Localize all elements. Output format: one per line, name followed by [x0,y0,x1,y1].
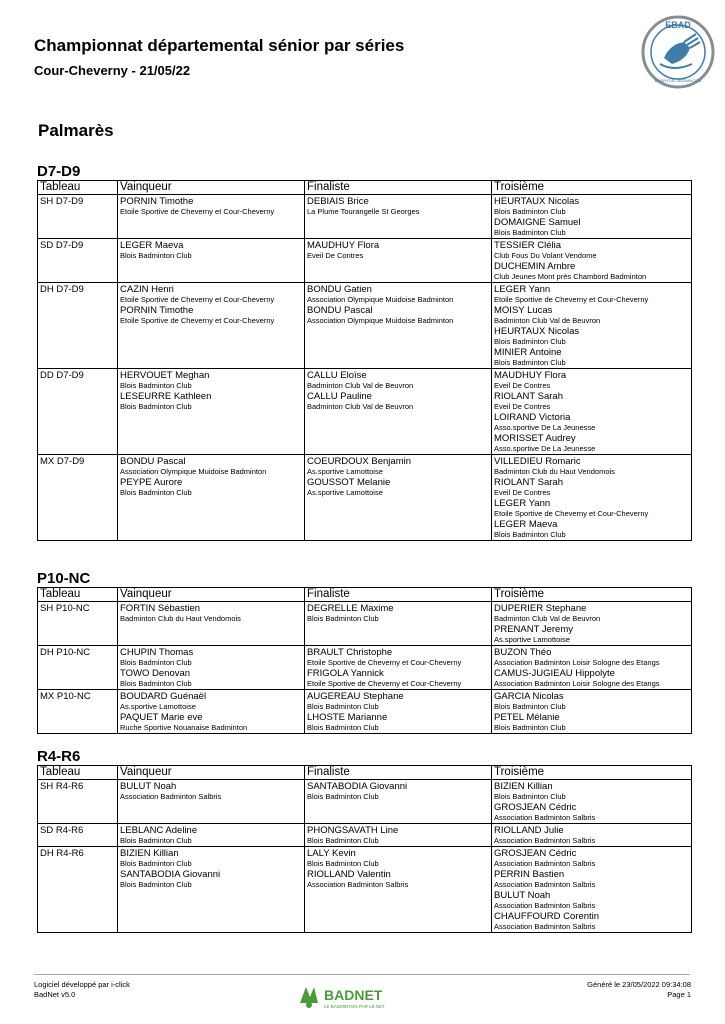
badnet-tagline: LE BADMINTON PAR LE NET [324,1004,385,1009]
tableau-label: DD D7-D9 [40,370,84,381]
club-name: Blois Badminton Club [120,488,192,497]
troisieme-cell [492,195,692,239]
club-name: Association Badminton Salbris [307,880,409,889]
club-name: As.sportive Lamottoise [494,635,570,644]
player-name: RIOLLAND Julie [494,825,564,836]
document-subtitle: Cour-Cheverny - 21/05/22 [34,63,191,78]
player-name: CHUPIN Thomas [120,647,194,658]
player-name: BULUT Noah [494,890,551,901]
tableau-label: DH R4-R6 [40,848,84,859]
club-name: Association Badminton Salbris [494,922,596,931]
tableau-label: SH P10-NC [40,603,90,614]
club-name: Badminton Club Val de Beuvron [494,614,601,623]
vainqueur-cell [118,455,305,541]
results-table [37,587,692,734]
player-name: DEGRELLE Maxime [307,603,394,614]
club-name: Blois Badminton Club [120,251,192,260]
club-name: Blois Badminton Club [494,207,566,216]
club-name: Association Olympique Muidoise Badminton [307,316,454,325]
player-name: GOUSSOT Melanie [307,477,391,488]
player-name: FORTIN Sébastien [120,603,201,614]
player-name: MAUDHUY Flora [494,370,567,381]
club-name: Blois Badminton Club [120,880,192,889]
finaliste-cell [305,455,492,541]
badnet-wordmark: BADNET [324,987,383,1003]
player-name: LEGER Maeva [494,519,558,530]
column-header: Tableau [38,588,118,602]
player-name: TOWO Denovan [120,668,191,679]
club-name: Blois Badminton Club [120,836,192,845]
column-header: Troisième [492,181,692,195]
club-name: Etoile Sportive de Cheverny et Cour-Cheverny [494,295,649,304]
table-row [38,780,692,824]
club-name: Blois Badminton Club [307,702,379,711]
player-name: BULUT Noah [120,781,177,792]
logo-text: EBAD [665,20,691,30]
column-header: Vainqueur [118,588,305,602]
column-header: Troisième [492,766,692,780]
player-name: SANTABODIA Giovanni [307,781,408,792]
club-name: Etoile Sportive de Cheverny et Cour-Cheverny [120,295,275,304]
club-name: Badminton Club du Haut Vendomois [494,467,615,476]
player-name: CALLU Pauline [307,391,372,402]
tableau-label: MX P10-NC [40,691,91,702]
finaliste-cell [305,847,492,933]
player-name: PERRIN Bastien [494,869,565,880]
troisieme-cell [492,824,692,847]
player-name: COEURDOUX Benjamin [307,456,411,467]
club-name: Etoile Sportive de Cheverny et Cour-Cheverny [120,316,275,325]
player-name: DUCHEMIN Ambre [494,261,576,272]
player-name: CAZIN Henri [120,284,174,295]
section-title: R4-R6 [37,748,81,765]
vainqueur-cell [118,195,305,239]
finaliste-cell [305,646,492,690]
finaliste-cell [305,824,492,847]
section-1 [37,570,692,734]
player-name: PRENANT Jeremy [494,624,574,635]
player-name: BOUDARD Guénaël [120,691,207,702]
club-name: Blois Badminton Club [494,337,566,346]
column-header: Vainqueur [118,766,305,780]
results-table [37,765,692,933]
club-name: Badminton Club Val de Beuvron [307,381,414,390]
club-name: Badminton Club Val de Beuvron [307,402,414,411]
club-name: Ruche Sportive Nouanaise Badminton [120,723,248,732]
troisieme-cell [492,239,692,283]
tableau-label: SD R4-R6 [40,825,84,836]
vainqueur-cell [118,369,305,455]
column-header: Vainqueur [118,181,305,195]
club-name: Eveil De Contres [494,381,551,390]
footer-page: Page 1 [667,990,691,999]
player-name: VILLEDIEU Romaric [494,456,581,467]
troisieme-cell [492,602,692,646]
player-name: PORNIN Timothe [120,196,194,207]
vainqueur-cell [118,690,305,734]
finaliste-cell [305,602,492,646]
player-name: DOMAIGNE Samuel [494,217,581,228]
club-name: Etoile Sportive de Cheverny et Cour-Cheverny [494,509,649,518]
club-name: Association Badminton Salbris [494,813,596,822]
player-name: LESEURRE Kathleen [120,391,212,402]
club-name: Blois Badminton Club [120,658,192,667]
troisieme-cell [492,455,692,541]
finaliste-cell [305,239,492,283]
player-name: AUGEREAU Stephane [307,691,404,702]
player-name: BIZIEN Killian [494,781,553,792]
club-name: Association Olympique Muidoise Badminton [307,295,454,304]
player-name: DUPERIER Stephane [494,603,587,614]
club-name: Blois Badminton Club [120,381,192,390]
player-name: LEGER Yann [494,284,551,295]
vainqueur-cell [118,602,305,646]
club-name: Blois Badminton Club [120,679,192,688]
player-name: MAUDHUY Flora [307,240,380,251]
club-name: Eveil De Contres [494,402,551,411]
club-name: Association Badminton Salbris [494,859,596,868]
tableau-label: SD D7-D9 [40,240,84,251]
club-name: Eveil De Contres [307,251,364,260]
vainqueur-cell [118,824,305,847]
club-name: Club Jeunes Mont près Chambord Badminton [494,272,647,281]
table-row [38,195,692,239]
club-name: Blois Badminton Club [120,402,192,411]
player-name: HEURTAUX Nicolas [494,326,580,337]
finaliste-cell [305,369,492,455]
player-name: CHAUFFOURD Corentin [494,911,600,922]
player-name: PHONGSAVATH Line [307,825,399,836]
club-name: Association Badminton Loisir Sologne des Etangs [494,679,660,688]
table-row [38,847,692,933]
club-name: Association Badminton Salbris [494,836,596,845]
club-name: Asso.sportive De La Jeunesse [494,444,596,453]
club-name: Association Olympique Muidoise Badminton [120,467,267,476]
footer-software: Logiciel développé par i-click [34,980,130,989]
club-name: As.sportive Lamottoise [307,488,383,497]
club-name: Etoile Sportive de Cheverny et Cour-Cheverny [120,207,275,216]
player-name: GROSJEAN Cédric [494,802,577,813]
results-table [37,180,692,541]
player-name: PETEL Mélanie [494,712,560,723]
badnet-logo [296,983,406,1011]
club-name: Blois Badminton Club [494,530,566,539]
player-name: BRAULT Christophe [307,647,393,658]
club-name: Association Badminton Salbris [494,880,596,889]
player-name: CAMUS-JUGIEAU Hippolyte [494,668,615,679]
player-name: LOIRAND Victoria [494,412,571,423]
ebad-logo [640,14,716,90]
section-title: P10-NC [37,570,91,587]
club-name: Blois Badminton Club [494,358,566,367]
section-0 [37,163,692,541]
club-name: Blois Badminton Club [494,723,566,732]
club-name: Blois Badminton Club [494,228,566,237]
column-header: Finaliste [305,588,492,602]
palmares-heading: Palmarès [38,121,114,140]
player-name: LEGER Yann [494,498,551,509]
table-row [38,283,692,369]
player-name: BUZON Théo [494,647,552,658]
player-name: MOISY Lucas [494,305,553,316]
vainqueur-cell [118,283,305,369]
player-name: RIOLANT Sarah [494,477,563,488]
club-name: Badminton Club Val de Beuvron [494,316,601,325]
footer-version: BadNet v5.0 [34,990,76,999]
club-name: Club Fous Du Volant Vendome [494,251,597,260]
troisieme-cell [492,780,692,824]
club-name: Association Badminton Salbris [494,901,596,910]
club-name: La Plume Tourangelle St Georges [307,207,420,216]
table-row [38,646,692,690]
footer-generated: Généré le 23/05/2022 09:34:08 [587,980,691,989]
table-row [38,455,692,541]
vainqueur-cell [118,239,305,283]
finaliste-cell [305,283,492,369]
club-name: As.sportive Lamottoise [307,467,383,476]
club-name: Blois Badminton Club [307,792,379,801]
troisieme-cell [492,847,692,933]
club-name: Badminton Club du Haut Vendomois [120,614,241,623]
footer-right [587,980,691,1000]
player-name: TESSIER Clélia [494,240,562,251]
table-row [38,824,692,847]
troisieme-cell [492,646,692,690]
tableau-label: SH R4-R6 [40,781,84,792]
player-name: HERVOUET Meghan [120,370,210,381]
section-title: D7-D9 [37,163,81,180]
player-name: GARCIA Nicolas [494,691,564,702]
club-name: Blois Badminton Club [494,792,566,801]
vainqueur-cell [118,646,305,690]
table-row [38,239,692,283]
player-name: PORNIN Timothe [120,305,194,316]
club-name: Blois Badminton Club [307,614,379,623]
column-header: Tableau [38,181,118,195]
player-name: LHOSTE Marianne [307,712,388,723]
player-name: LEBLANC Adeline [120,825,198,836]
player-name: BONDU Gatien [307,284,372,295]
troisieme-cell [492,283,692,369]
column-header: Finaliste [305,766,492,780]
logo-ring-text: ESSENTIEL BADMINTON [654,78,702,83]
player-name: PEYPE Aurore [120,477,183,488]
player-name: GROSJEAN Cédric [494,848,577,859]
player-name: RIOLANT Sarah [494,391,563,402]
player-name: LEGER Maeva [120,240,184,251]
club-name: Blois Badminton Club [307,723,379,732]
player-name: DEBIAIS Brice [307,196,369,207]
footer-left [34,980,130,1000]
finaliste-cell [305,195,492,239]
column-header: Troisième [492,588,692,602]
player-name: LALY Kevin [307,848,356,859]
player-name: PAQUET Marie eve [120,712,203,723]
finaliste-cell [305,690,492,734]
footer-divider [34,974,690,975]
player-name: HEURTAUX Nicolas [494,196,580,207]
player-name: FRIGOLA Yannick [307,668,384,679]
club-name: Association Badminton Salbris [120,792,222,801]
player-name: BONDU Pascal [307,305,373,316]
club-name: Blois Badminton Club [494,702,566,711]
club-name: Blois Badminton Club [307,859,379,868]
player-name: MORISSET Audrey [494,433,576,444]
vainqueur-cell [118,847,305,933]
player-name: BIZIEN Killian [120,848,179,859]
table-row [38,602,692,646]
player-name: CALLU Eloïse [307,370,367,381]
club-name: Asso.sportive De La Jeunesse [494,423,596,432]
document-title: Championnat départemental sénior par séries [34,36,405,55]
troisieme-cell [492,369,692,455]
finaliste-cell [305,780,492,824]
tableau-label: DH D7-D9 [40,284,84,295]
tableau-label: SH D7-D9 [40,196,84,207]
tableau-label: DH P10-NC [40,647,91,658]
club-name: Eveil De Contres [494,488,551,497]
club-name: Etoile Sportive de Cheverny et Cour-Cheverny [307,658,462,667]
table-row [38,690,692,734]
troisieme-cell [492,690,692,734]
club-name: Etoile Sportive de Cheverny et Cour-Cheverny [307,679,462,688]
player-name: SANTABODIA Giovanni [120,869,221,880]
player-name: RIOLLAND Valentin [307,869,391,880]
club-name: As.sportive Lamottoise [120,702,196,711]
club-name: Blois Badminton Club [307,836,379,845]
club-name: Association Badminton Loisir Sologne des Etangs [494,658,660,667]
column-header: Tableau [38,766,118,780]
section-2 [37,748,692,933]
table-row [38,369,692,455]
player-name: BONDU Pascal [120,456,186,467]
club-name: Blois Badminton Club [120,859,192,868]
tableau-label: MX D7-D9 [40,456,85,467]
vainqueur-cell [118,780,305,824]
column-header: Finaliste [305,181,492,195]
player-name: MINIER Antoine [494,347,562,358]
